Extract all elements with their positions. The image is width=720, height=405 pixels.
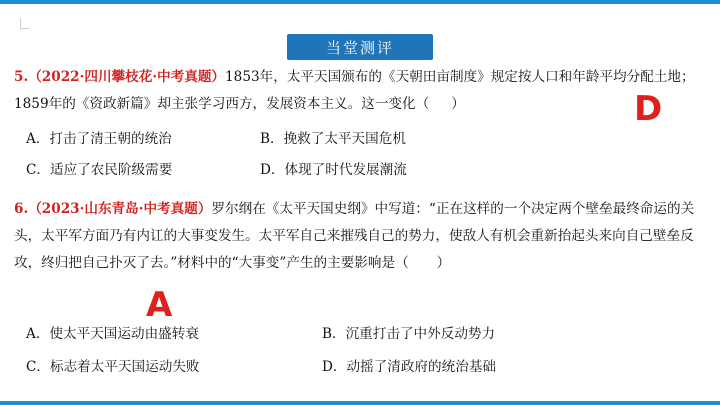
question-5-close: ）	[451, 96, 465, 112]
question-5	[14, 64, 704, 118]
option-d: D．体现了时代发展潮流	[260, 162, 407, 178]
page-title: 当堂测评	[287, 34, 433, 60]
option-c: C．适应了农民阶级需要	[26, 162, 173, 178]
option-b: B．挽救了太平天国危机	[260, 131, 406, 147]
option-a: A．使太平天国运动由盛转衰	[26, 326, 199, 342]
question-5-answer: D	[634, 89, 663, 129]
option-b: B．沉重打击了中外反动势力	[322, 326, 496, 342]
question-6-source: 6.（2023·山东青岛·中考真题）	[14, 201, 212, 217]
question-5-source: 5.（2022·四川攀枝花·中考真题）	[14, 69, 226, 85]
option-a: A．打击了清王朝的统治	[26, 131, 172, 147]
option-d: D．动摇了清政府的统治基础	[322, 359, 497, 375]
question-6-stem: 罗尔纲在《太平天国史纲》中写道：“正在这样的一个决定两个壁垒最终命运的关头，太平军方面乃有内讧的大事变发生。太平军自己来摧残自己的势力，使敌人有机会重新抬起头来向自己壁垒反攻，终归把自己扑灭了去。”材料中的“大事变”产生的主要影响是（	[14, 201, 695, 271]
corner-mark	[20, 18, 29, 29]
question-6-answer: A	[146, 285, 173, 325]
question-6-close: ）	[436, 255, 451, 271]
question-6	[14, 196, 704, 277]
question-5-stem: 1853年，太平天国颁布的《天朝田亩制度》规定按人口和年龄平均分配土地；1859年的《资政新篇》却主张学习西方，发展资本主义。这一变化（	[14, 69, 695, 112]
option-c: C．标志着太平天国运动失败	[26, 359, 200, 375]
